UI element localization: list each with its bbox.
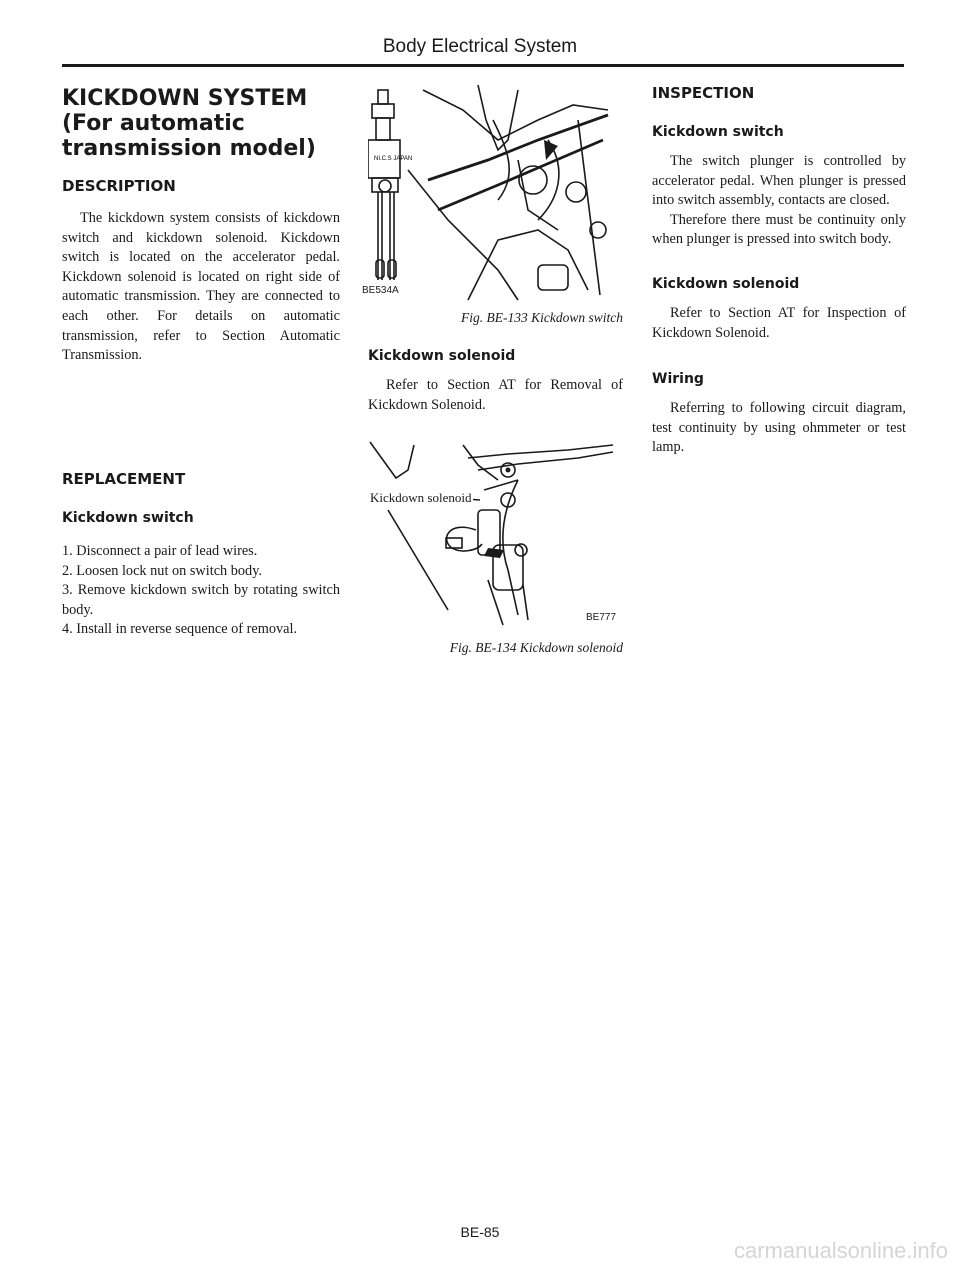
kickdown-solenoid-illustration (368, 440, 623, 630)
replacement-heading: REPLACEMENT (62, 470, 186, 488)
figure-kickdown-switch (362, 80, 623, 305)
step-item: 3. Remove kickdown switch by rotating switch body. (62, 582, 340, 618)
watermark[interactable]: carmanualsonline.info (733, 1238, 948, 1263)
wiring-heading: Wiring (652, 371, 704, 388)
kickdown-switch-illustration (368, 80, 623, 305)
inspection-switch-heading: Kickdown switch (652, 124, 784, 140)
part-stamp: NI.C.S JAPAN (374, 156, 413, 162)
figure-caption: Fig. BE-133 Kickdown switch (461, 310, 623, 325)
section-title-line3: transmission model) (62, 136, 316, 161)
page-number: BE-85 (460, 1224, 500, 1240)
inspection-solenoid-heading: Kickdown solenoid (652, 275, 800, 292)
switch-continuity-text: Therefore there must be continuity only when plunger is pressed into switch body. (652, 211, 906, 248)
figure-code: BE534A (362, 285, 399, 296)
figure-code: BE777 (586, 612, 617, 623)
right-column (652, 84, 906, 458)
replacement-steps (62, 542, 340, 640)
description-text: The kickdown system consists of kickdown switch and kickdown solenoid. Kickdown switch is located on the accelerator pedal. Kickdown solenoid is located on right side of automatic transmission. They are connected to each other. For details on automatic transmission, refer to Section Automatic Transmission. (62, 210, 340, 364)
figure-kickdown-solenoid (368, 440, 623, 630)
header-rule (62, 64, 904, 67)
section-title-line2: (For automatic (62, 111, 245, 136)
step-item: 1. Disconnect a pair of lead wires. (62, 543, 258, 559)
inspection-heading: INSPECTION (652, 84, 755, 102)
step-item: 2. Loosen lock nut on switch body. (62, 562, 263, 579)
step-item: 4. Install in reverse sequence of removal. (62, 621, 298, 638)
wiring-text: Referring to following circuit diagram, test continuity by using ohmmeter or test lamp. (652, 400, 906, 456)
section-title-line1: KICKDOWN SYSTEM (62, 86, 308, 111)
description-heading: DESCRIPTION (62, 177, 176, 195)
page-header-title: Body Electrical System (382, 36, 578, 57)
left-column (62, 86, 340, 366)
solenoid-removal-text: Refer to Section AT for Removal of Kickdown Solenoid. (368, 377, 623, 413)
kickdown-solenoid-heading: Kickdown solenoid (368, 348, 516, 364)
middle-solenoid-section (368, 348, 623, 415)
callout-label: Kickdown solenoid (370, 490, 472, 505)
replacement-section (62, 470, 340, 640)
figure-caption: Fig. BE-134 Kickdown solenoid (449, 640, 623, 655)
kickdown-switch-heading: Kickdown switch (62, 510, 194, 526)
switch-inspection-text: The switch plunger is controlled by accelerator pedal. When plunger is pressed into switch assembly, contacts are closed. (652, 153, 906, 209)
solenoid-inspection-text: Refer to Section AT for Inspection of Kickdown Solenoid. (652, 304, 906, 341)
